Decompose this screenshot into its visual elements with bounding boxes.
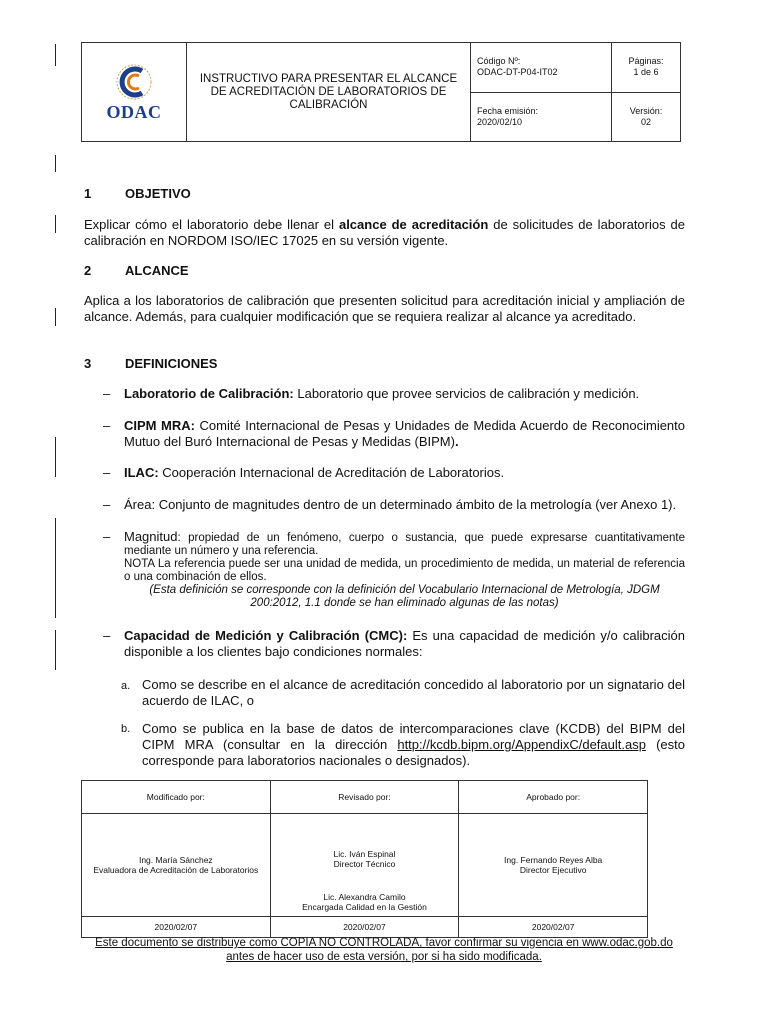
modified-role: Evaluadora de Acreditación de Laboratorios [93, 865, 259, 875]
definition-text: Es una capacidad de medición y/o calibración disponible a los clientes bajo condiciones normales: [124, 628, 685, 659]
alcance-paragraph: Aplica a los laboratorios de calibración que presenten solicitud para acreditación inicial y ampliación de alcance. Además, para cualquier modificación que se requiera realizar al alcance ya acreditado. [84, 293, 685, 324]
definition-item [124, 628, 685, 660]
definition-term: Magnitud [124, 529, 178, 544]
definition-item [124, 386, 685, 402]
definition-term: ILAC: [124, 465, 159, 480]
definition-text: Cooperación Internacional de Acreditación de Laboratorios. [158, 465, 505, 480]
list-dash: – [103, 628, 111, 643]
kcdb-link[interactable]: http://kcdb.bipm.org/AppendixC/default.asp [397, 737, 646, 752]
version-cell [612, 92, 681, 142]
reviewed-name: Lic. Iván Espinal [333, 849, 396, 859]
section-title: ALCANCE [125, 263, 189, 278]
version-value: 02 [640, 116, 651, 127]
objetivo-paragraph [84, 217, 685, 249]
modified-date: 2020/02/07 [82, 917, 271, 938]
code-cell [471, 43, 612, 93]
date-label: Fecha emisión: [477, 105, 539, 116]
change-bar [55, 308, 56, 326]
approved-name: Ing. Fernando Reyes Alba [504, 855, 603, 865]
definition-source: (Esta definición se corresponde con la definición del Vocabulario Internacional de Metrología, JDGM 200:2012, 1.1 donde se han eliminado algunas de las notas) [149, 584, 660, 609]
definition-term: Laboratorio de Calibración: [124, 386, 294, 401]
list-dash: – [103, 418, 111, 433]
section-number: 1 [84, 186, 92, 201]
document-header [81, 42, 681, 142]
definition-item [124, 530, 685, 610]
definition-text: Comité Internacional de Pesas y Unidades de Medida Acuerdo de Reconocimiento Mutuo del Buró Internacional de Pesas y Medidas (BIPM) [124, 418, 686, 449]
reviewed-date: 2020/02/07 [270, 917, 459, 938]
approved-label: Aprobado por: [459, 781, 648, 814]
date-cell [471, 92, 612, 142]
reviewed-name: Lic. Alexandra Camilo [323, 892, 406, 902]
document-title: INSTRUCTIVO PARA PRESENTAR EL ALCANCE DE ACREDITACIÓN DE LABORATORIOS DE CALIBRACIÓN [187, 43, 471, 142]
list-dash: – [103, 497, 111, 512]
change-bar [55, 155, 56, 172]
section-number: 2 [84, 263, 92, 278]
footer-disclaimer: Este documento se distribuye como COPIA NO CONTROLADA, favor confirmar su vigencia en www.odac.gob.do antes de hacer uso de esta versión, por si ha sido modificada. [95, 937, 673, 963]
text-run: de solicitudes de laboratorios de calibración en NORDOM ISO/IEC 17025 en su versión vigente. [84, 217, 686, 248]
definition-item [124, 497, 685, 513]
definition-note: NOTA La referencia puede ser una unidad de medida, un procedimiento de medida, un material de referencia o una combinación de ellos. [124, 558, 685, 583]
definition-end: . [454, 434, 459, 449]
definition-text: : Conjunto de magnitudes dentro de un determinado ámbito de la metrología (ver Anexo 1). [151, 497, 677, 512]
definition-item [124, 418, 685, 450]
modified-label: Modificado por: [82, 781, 271, 814]
reviewed-label: Revisado por: [270, 781, 459, 814]
cmc-item-b [142, 721, 685, 769]
section-heading-alcance [84, 263, 189, 278]
approved-cell [459, 814, 648, 917]
section-heading-definiciones [84, 356, 217, 371]
date-value: 2020/02/10 [477, 116, 523, 127]
definition-text: Laboratorio que provee servicios de calibración y medición. [293, 386, 640, 401]
section-title: OBJETIVO [125, 186, 191, 201]
definition-term: CIPM MRA: [124, 418, 195, 433]
pages-value: 1 de 6 [633, 67, 659, 78]
list-dash: – [103, 465, 111, 480]
list-letter: b. [121, 723, 131, 735]
list-dash: – [103, 386, 111, 401]
odac-seal-icon [106, 62, 162, 102]
modified-name: Ing. María Sánchez [138, 855, 213, 865]
reviewed-role: Encargada Calidad en la Gestión [302, 902, 427, 912]
definition-text: : propiedad de un fenómeno, cuerpo o sustancia, que puede expresarse cuantitativamente mediante un número y una referencia. [124, 532, 685, 557]
change-bar [55, 518, 56, 618]
change-bar [55, 44, 56, 66]
definition-term: Área [124, 497, 152, 512]
definition-item [124, 465, 685, 481]
approval-table [81, 780, 648, 938]
bold-text-run: alcance de acreditación [338, 217, 489, 232]
section-title: DEFINICIONES [125, 356, 218, 371]
definition-term: Capacidad de Medición y Calibración (CMC): [124, 628, 408, 643]
pages-cell [612, 43, 681, 93]
list-dash: – [103, 529, 111, 544]
logo-cell [82, 43, 187, 142]
modified-cell [82, 814, 271, 917]
pages-label: Páginas: [628, 56, 664, 67]
reviewed-cell [270, 814, 459, 917]
change-bar [55, 437, 56, 477]
section-heading-objetivo [84, 186, 191, 201]
approved-role: Director Ejecutivo [519, 865, 587, 875]
logo-text: ODAC [106, 101, 162, 122]
text-run: Explicar cómo el laboratorio debe llenar el [84, 217, 339, 232]
code-label: Código Nº: [477, 56, 521, 67]
change-bar [55, 630, 56, 670]
text-run: (esto corresponde para laboratorios nacionales o designados). [142, 737, 686, 768]
change-bar [55, 215, 56, 233]
list-letter: a. [121, 680, 131, 692]
version-label: Versión: [629, 105, 663, 116]
code-value: ODAC-DT-P04-IT02 [477, 67, 558, 78]
approved-date: 2020/02/07 [459, 917, 648, 938]
text-run: Como se publica en la base de datos de intercomparaciones clave (KCDB) del BIPM del CIPM MRA (consultar en la dirección [142, 721, 685, 752]
cmc-item-a: Como se describe en el alcance de acreditación concedido al laboratorio por un signatario del acuerdo de ILAC, o [142, 677, 685, 708]
reviewed-role: Director Técnico [333, 859, 396, 869]
section-number: 3 [84, 356, 92, 371]
